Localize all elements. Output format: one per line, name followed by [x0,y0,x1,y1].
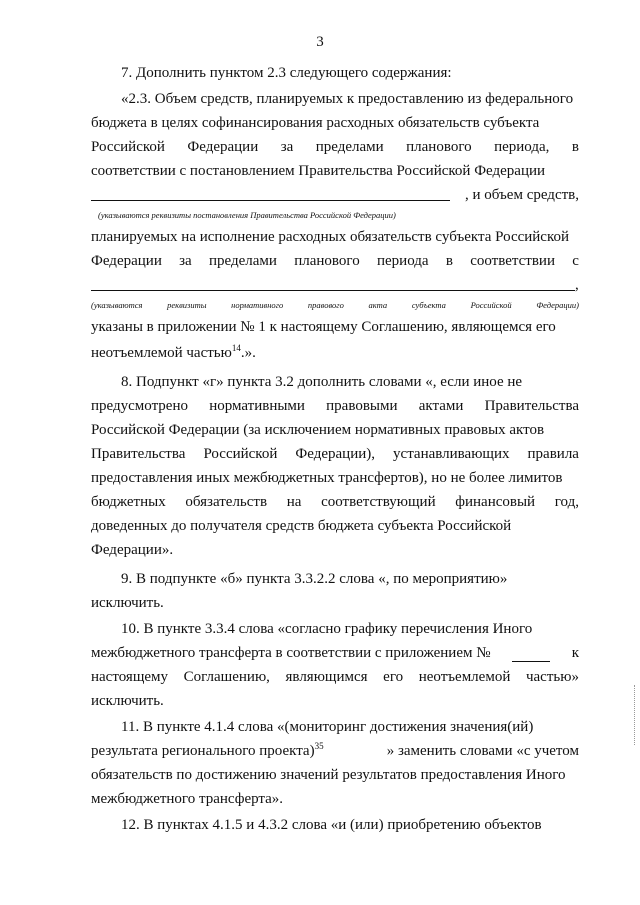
item-10-line-3: настоящему Соглашению, являющимся его неотъемлемой частью» [91,669,579,685]
item-7-line-1: «2.3. Объем средств, планируемых к предоставлению из федерального [121,91,574,107]
item-7-heading: 7. Дополнить пунктом 2.3 следующего содержания: [121,65,452,81]
item-7-line-3: Российской Федерации за пределами планового периода, в [91,139,579,155]
item-8-line-5: предоставления иных межбюджетных трансфертов), но не более лимитов [91,470,563,486]
item-11-line-4: межбюджетного трансферта». [91,791,284,807]
fill-in-line-1 [91,200,450,201]
item-12-line-1: 12. В пунктах 4.1.5 и 4.3.2 слова «и (или) приобретению объектов [121,817,542,833]
item-7-line-4: соответствии с постановлением Правительства Российской Федерации [91,163,546,179]
caption-resolution-requisites: (указываются реквизиты постановления Правительства Российской Федерации) [98,210,396,220]
item-10-line-1: 10. В пункте 3.3.4 слова «согласно графику перечисления Иного [121,621,533,637]
item-7-line-10: неотъемлемой частью$^{14}$.». [91,343,256,361]
item-8-line-6: бюджетных обязательств на соответствующий финансовый год, [91,494,579,510]
item-8-line-3: Российской Федерации (за исключением нормативных правовых актов [91,422,545,438]
caption-act-requisites: (указываются реквизиты нормативного правового акта субъекта Российской Федерации) [91,300,579,310]
item-7-line-8-tail: , [575,277,579,293]
item-7-line-6: планируемых на исполнение расходных обязательств субъекта Российской [91,229,570,245]
item-7-line-7: Федерации за пределами планового периода в соответствии с [91,253,579,269]
item-8-line-1: 8. Подпункт «г» пункта 3.2 дополнить словами «, если иное не [121,374,523,390]
item-11-line-1: 11. В пункте 4.1.4 слова «(мониторинг достижения значения(ий) [121,719,534,735]
item-8-line-7: доведенных до получателя средств бюджета субъекта Российской [91,518,512,534]
item-9-line-1: 9. В подпункте «б» пункта 3.3.2.2 слова «, по мероприятию» [121,571,508,587]
scan-edge-mark [634,685,638,745]
footnote-35: 35 [314,741,324,751]
item-7-line-5-tail: , и объем средств, [465,187,579,203]
item-7-line-2: бюджета в целях софинансирования расходных обязательств субъекта [91,115,540,131]
item-8-line-8: Федерации». [91,542,174,558]
item-9-line-2: исключить. [91,595,164,611]
item-8-line-4: Правительства Российской Федерации), устанавливающих правила [91,446,579,462]
footnote-14: 14 [231,343,241,353]
appendix-number-blank [512,650,550,662]
item-10-line-4: исключить. [91,693,164,709]
item-7-line-9: указаны в приложении № 1 к настоящему Соглашению, являющемся его [91,319,556,335]
item-11-line-3: обязательств по достижению значений результатов предоставления Иного [91,767,566,783]
page-number: 3 [316,34,324,50]
item-8-line-2: предусмотрено нормативными правовыми актами Правительства [91,398,579,414]
item-10-line-2: межбюджетного трансферта в соответствии с приложением № к [91,645,579,661]
item-11-line-2: результата регионального проекта)$^{35}$ » заменить словами «с учетом [91,741,579,759]
fill-in-line-2 [91,290,575,291]
